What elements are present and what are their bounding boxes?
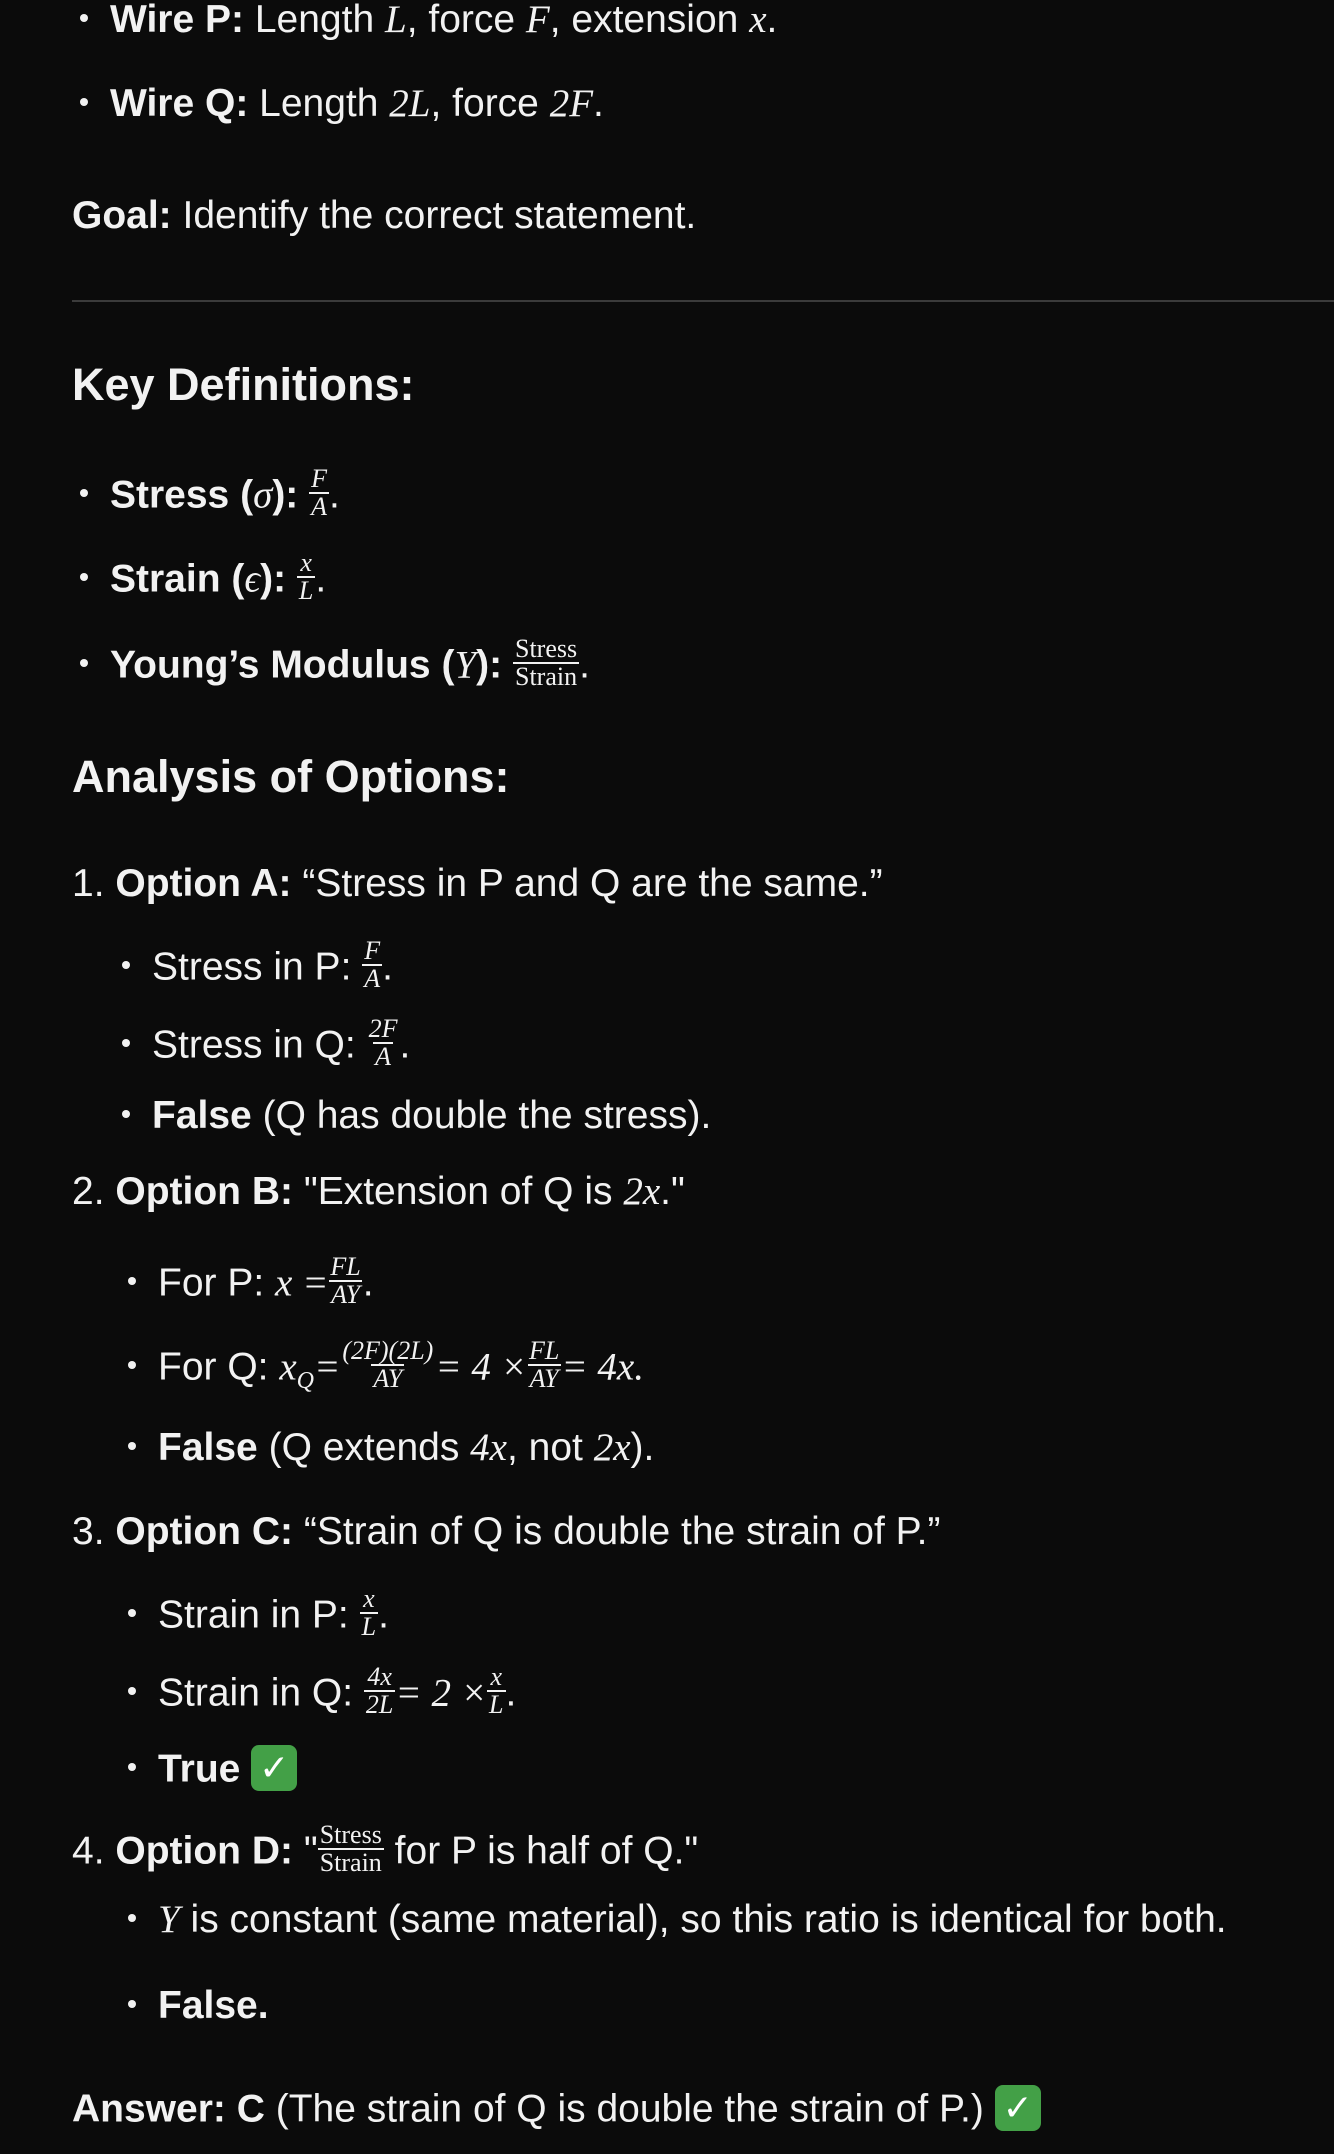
bullet [128,1609,136,1617]
option-b-for-p: For P: x = $\frac{FL}{AY}$ . [128,1258,374,1312]
check-mark-icon: ✓ [251,1745,297,1791]
stress-definition: Stress (σ): $\frac{F}{A}$ . [80,470,340,524]
bullet [122,1039,130,1047]
option-d-verdict: False. [128,1986,269,2025]
option-a-verdict: False (Q has double the stress). [122,1096,711,1135]
bullet [80,573,88,581]
strain-definition: Strain (ϵ): $\frac{x}{L}$ . [80,554,326,608]
fraction: $\frac{2F}{A}$ [368,1014,398,1071]
option-c-verdict: True ✓ [128,1748,297,1794]
bullet [128,2000,136,2008]
option-a-stress-q: Stress in Q: $\frac{2F}{A}$ . [122,1020,410,1074]
youngs-modulus-definition: Young’s Modulus (Y): $\frac{\text{Stress}}{\text{Strain}}$ . [80,640,590,694]
option-a: 1. Option A: “Stress in P and Q are the same.” [72,862,883,905]
analysis-heading: Analysis of Options: [72,751,510,802]
bullet [80,14,88,22]
option-d: 4. Option D: " $\frac{\text{Stress}}{\text{Strain}}$ for P is half of Q." [72,1820,699,1877]
bullet [128,1277,136,1285]
goal-line: Goal: Identify the correct statement. [72,194,697,237]
bullet [128,1763,136,1771]
divider [72,300,1334,302]
bullet [122,961,130,969]
wire-q-item: Wire Q: Length 2L, force 2F. [80,84,604,123]
option-b-for-q: For Q: $x_Q=$ $\frac{(2F)(2L)}{AY}$ = 4 × $\frac{FL}{AY}$ = 4x. [128,1342,644,1396]
strain-fraction: $\frac{x}{L}$ [298,548,314,605]
stress-fraction: $\frac{F}{A}$ [311,464,328,521]
fraction: $\frac{(2F)(2L)}{AY}$ [342,1336,434,1393]
fraction: $\frac{F}{A}$ [364,936,381,993]
bullet [80,489,88,497]
answer-line: Answer: C (The strain of Q is double the strain of P.) ✓ [72,2088,1041,2134]
option-b-verdict: False (Q extends 4x, not 2x). [128,1428,654,1467]
fraction: $\frac{FL}{AY}$ [528,1336,560,1393]
key-definitions-heading: Key Definitions: [72,359,415,410]
fraction: $\frac{4x}{2L}$ [365,1662,394,1719]
bullet [122,1110,130,1118]
bullet [128,1687,136,1695]
youngs-fraction: $\frac{\text{Stress}}{\text{Strain}}$ [514,634,578,691]
option-c-strain-q: Strain in Q: $\frac{4x}{2L}$ = 2 × $\frac{x}{L}$ . [128,1668,516,1722]
option-d-note: Y is constant (same material), so this ratio is identical for both. [128,1900,1227,1939]
option-a-stress-p: Stress in P: $\frac{F}{A}$ . [122,942,393,996]
option-b: 2. Option B: "Extension of Q is 2x." [72,1170,685,1213]
option-c-strain-p: Strain in P: $\frac{x}{L}$ . [128,1590,389,1644]
wire-p-item: Wire P: Length L, force F, extension x. [80,0,777,39]
bullet [128,1442,136,1450]
bullet [128,1914,136,1922]
bullet [128,1361,136,1369]
fraction: $\frac{x}{L}$ [361,1584,377,1641]
fraction: $\frac{x}{L}$ [489,1662,504,1719]
check-mark-icon: ✓ [995,2085,1041,2131]
bullet [80,98,88,106]
bullet [80,659,88,667]
option-c: 3. Option C: “Strain of Q is double the strain of P.” [72,1510,941,1553]
fraction: $\frac{FL}{AY}$ [330,1252,361,1309]
fraction: $\frac{\text{Stress}}{\text{Strain}}$ [319,1820,382,1877]
